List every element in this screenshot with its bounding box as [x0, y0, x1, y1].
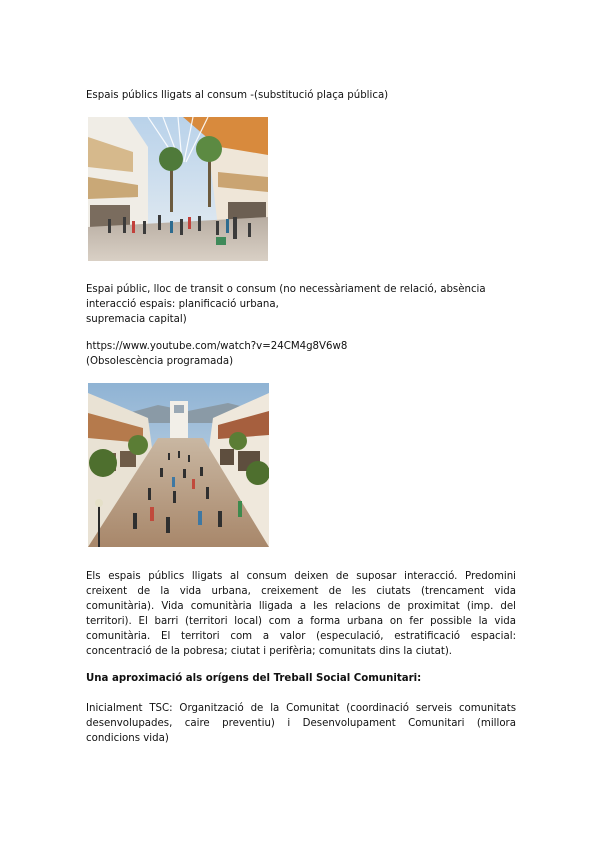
paragraph-consumption-spaces: Els espais públics lligats al consum deixen de suposar interacció. Predomini creixent de la vida urbana, creixement de les ciutats (trencament vida comunitària). Vida comunitària lligada a les relacions de proximitat (imp. del territori). El barri (territori local) com a forma urbana on fer possible la vida comunitària. El territori com a valor (especulació, estratificació espacial: concentració de la pobresa; ciutat i perifèria; comunitats dins la ciutat). [86, 571, 516, 657]
shopping-mall-photo [88, 117, 268, 261]
outlet-street-photo [88, 383, 269, 547]
section-title: Espais públics lligats al consum -(substitució plaça pública) [86, 90, 389, 101]
paragraph-public-space [86, 282, 516, 327]
paragraph-tsc: Inicialment TSC: Organització de la Comunitat (coordinació serveis comunitats desenvolupades, caire preventiu) i Desenvolupament Comunitari (millora condicions vida) [86, 703, 516, 744]
youtube-link[interactable]: https://www.youtube.com/watch?v=24CM4g8V6w8 [86, 341, 348, 352]
section-heading: Una aproximació als orígens del Treball Social Comunitari: [86, 673, 422, 684]
link-note: (Obsolescència programada) [86, 356, 234, 367]
paragraph-line: supremacia capital) [86, 314, 187, 325]
paragraph-line: Espai públic, lloc de transit o consum (no necessàriament de relació, absència [86, 284, 486, 295]
paragraph-line: interacció espais: planificació urbana, [86, 299, 279, 310]
